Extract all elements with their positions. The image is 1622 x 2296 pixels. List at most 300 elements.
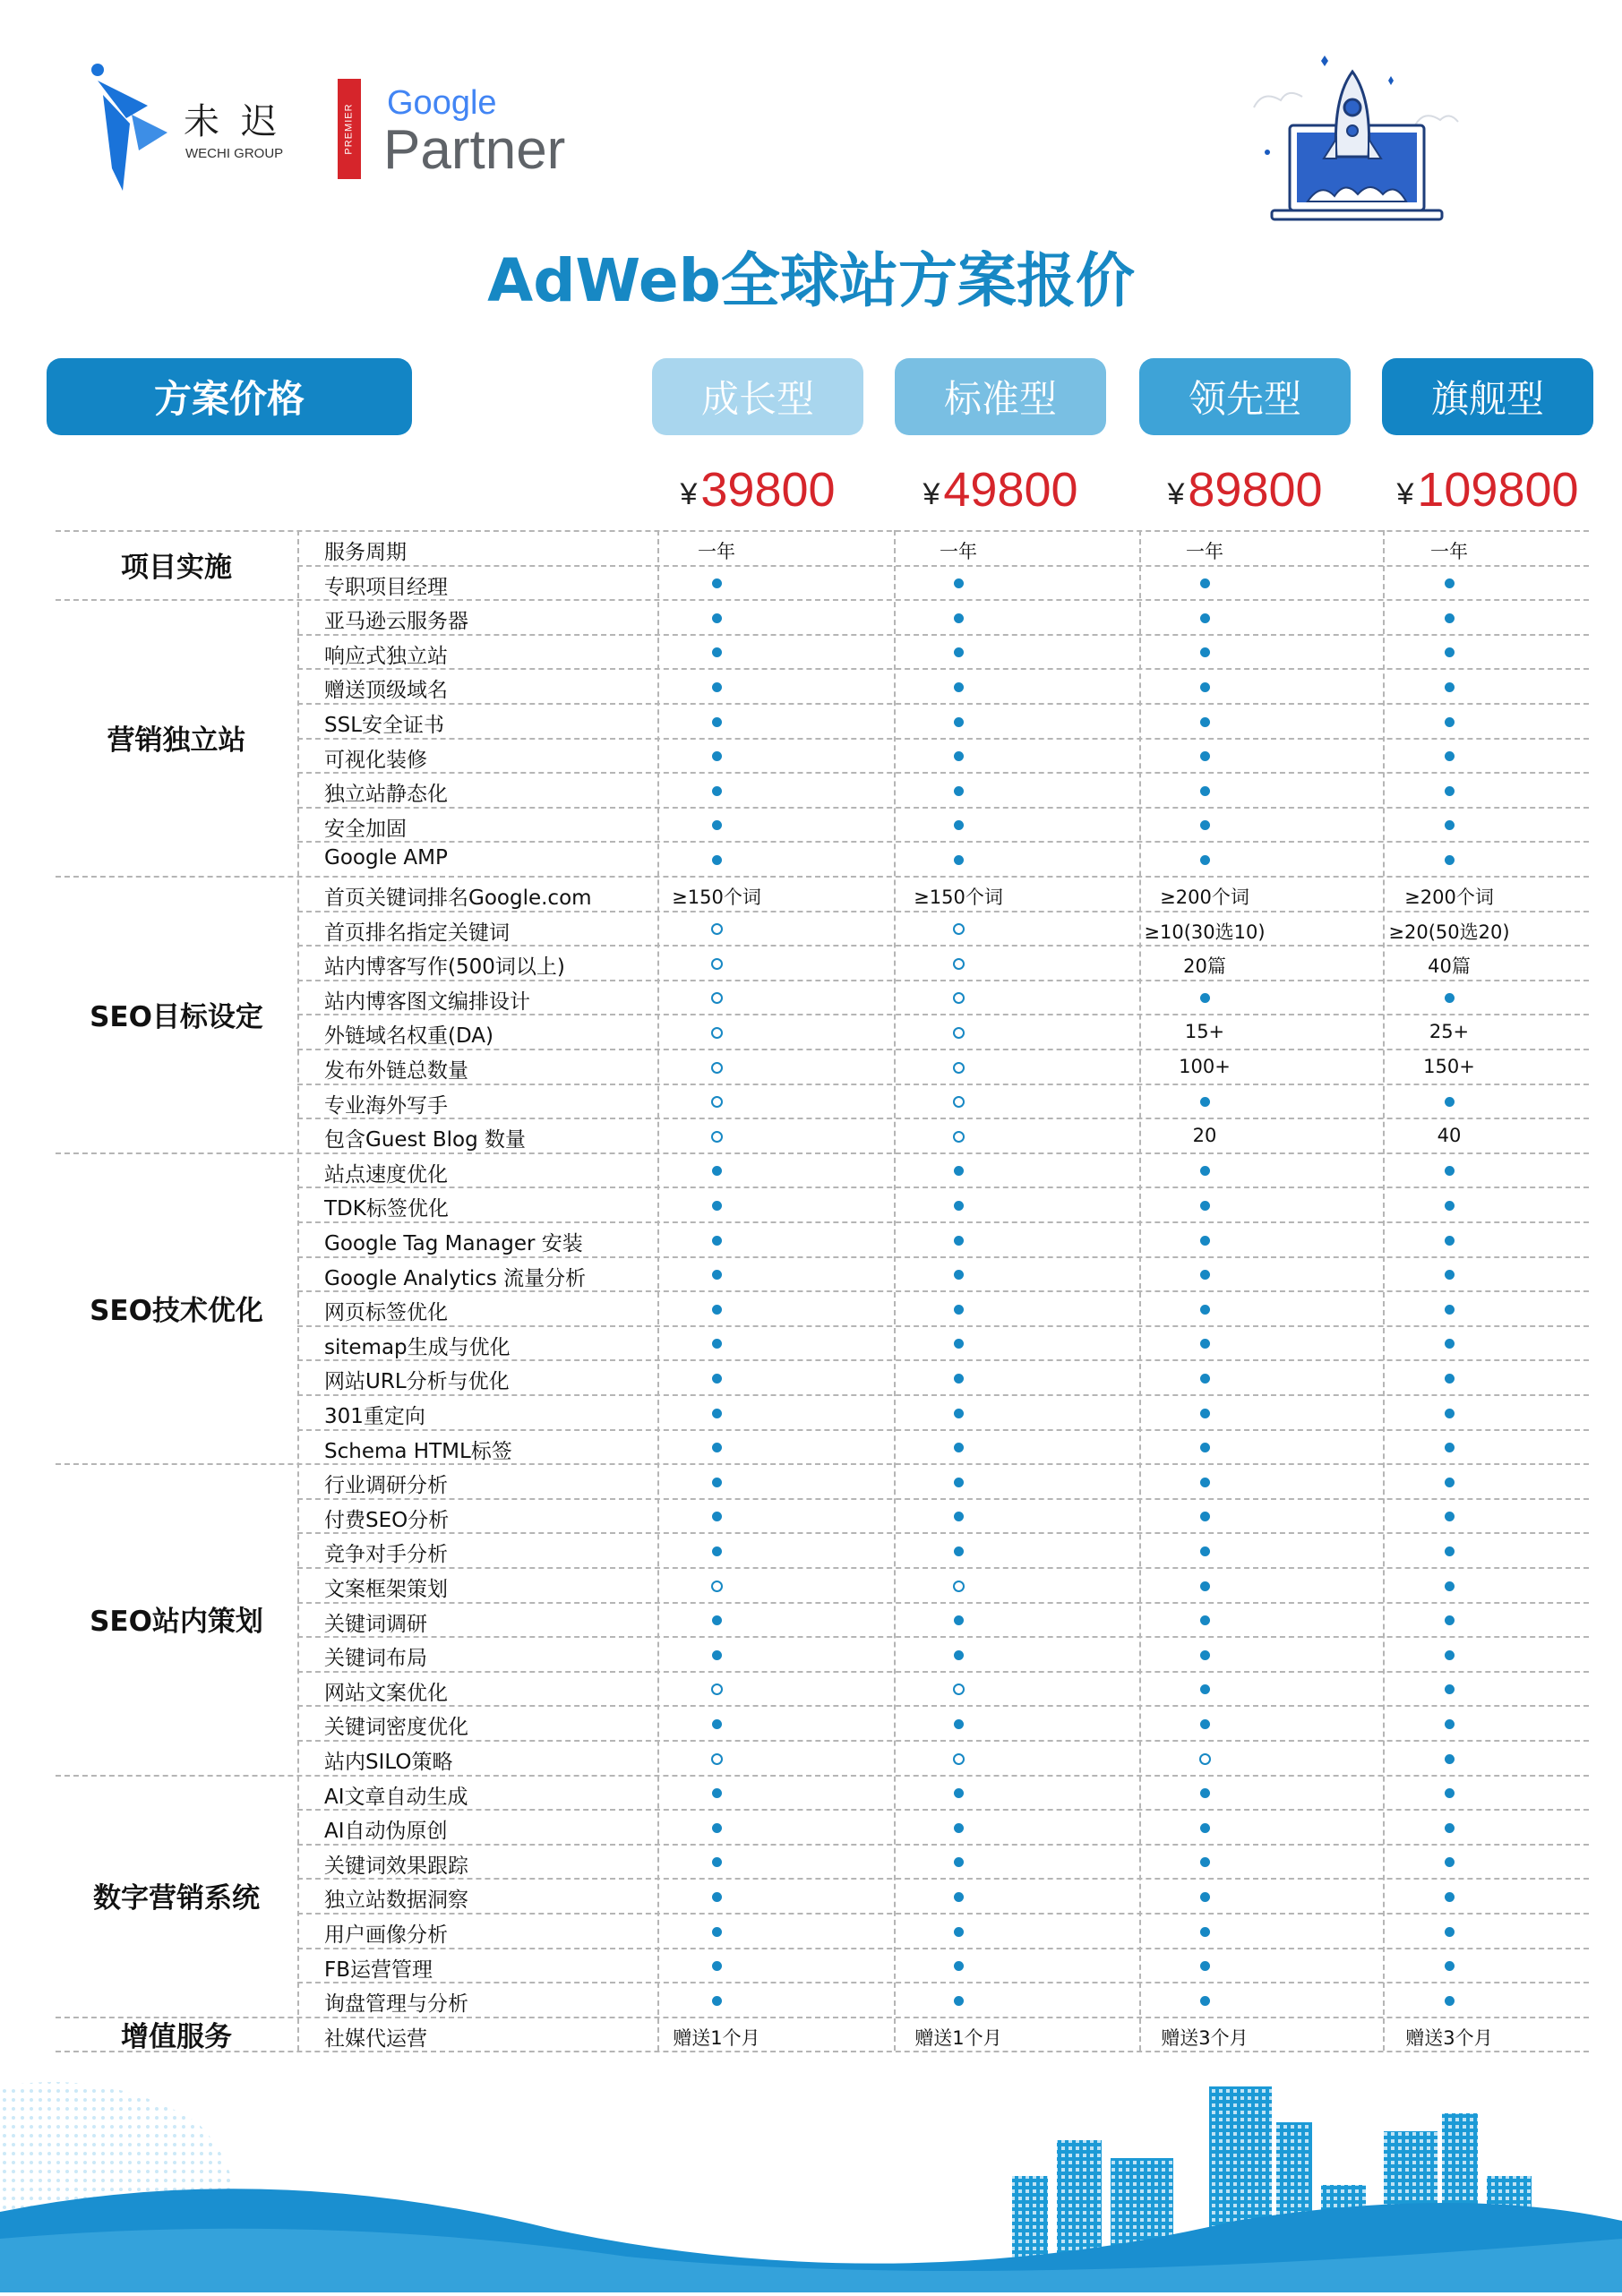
filled-dot-icon [954,1270,964,1280]
filled-dot-icon [954,1927,964,1937]
plan-standard-price [895,455,1106,518]
filled-dot-icon [712,1374,722,1384]
table-divider [297,1256,1589,1258]
filled-dot-icon [1445,1788,1455,1798]
feature-value: 赠送3个月 [1161,2026,1249,2049]
feature-value: 一年 [1186,541,1223,562]
plan-flagship-button[interactable] [1382,358,1593,435]
hollow-dot-icon [953,1096,965,1108]
feature-value: 一年 [1430,541,1468,562]
brand-name-cn: 未迟 [184,101,298,142]
included-dot-icon [1088,1160,1321,1181]
included-dot-icon [842,848,1075,870]
not-included-ring-icon [842,1678,1075,1700]
included-dot-icon [600,1609,833,1631]
table-divider [297,1602,1589,1604]
feature-value: ≥10(30选10) [1144,921,1266,943]
included-dot-icon [1333,1816,1566,1838]
filled-dot-icon [712,1546,722,1556]
included-dot-icon [1333,814,1566,835]
feature-value: 40 [1437,1125,1462,1147]
feature-item-label: 独立站静态化 [324,783,448,807]
filled-dot-icon [1200,1166,1210,1176]
table-divider [297,1014,1589,1015]
included-dot-icon [1088,1264,1321,1285]
premier-badge [338,79,361,179]
included-dot-icon [600,1298,833,1319]
plan-leading-button[interactable] [1139,358,1351,435]
filled-dot-icon [954,1478,964,1487]
hollow-dot-icon [711,958,723,970]
included-dot-icon [1333,1989,1566,2010]
filled-dot-icon [1200,1719,1210,1729]
feature-item-label: 赠送顶级域名 [324,679,448,703]
plan-growth-button[interactable] [652,358,863,435]
filled-dot-icon [1200,717,1210,727]
not-included-ring-icon [842,1021,1075,1042]
included-dot-icon [1088,745,1321,767]
included-dot-icon [1088,1091,1321,1112]
not-included-ring-icon [842,952,1075,973]
included-dot-icon [1333,1539,1566,1561]
filled-dot-icon [1200,1615,1210,1625]
feature-item-label: 竞争对手分析 [324,1543,448,1567]
included-dot-icon [1088,1609,1321,1631]
included-dot-icon [1088,641,1321,663]
included-dot-icon [1333,1955,1566,1976]
filled-dot-icon [1445,613,1455,623]
filled-dot-icon [712,751,722,761]
filled-dot-icon [1445,1166,1455,1176]
included-dot-icon [1333,1782,1566,1803]
filled-dot-icon [1445,717,1455,727]
filled-dot-icon [1200,1581,1210,1591]
included-dot-icon [1333,1712,1566,1734]
hollow-dot-icon [711,1683,723,1695]
feature-item-label: 外链域名权重(DA) [324,1024,493,1049]
filled-dot-icon [1445,1892,1455,1902]
feature-value: 20 [1192,1125,1217,1147]
filled-dot-icon [1445,578,1455,588]
filled-dot-icon [712,1512,722,1521]
google-text: Google [387,84,497,122]
hollow-dot-icon [953,1683,965,1695]
feature-item-label: 301重定向 [324,1405,425,1428]
filled-dot-icon [712,1961,722,1971]
feature-item-label: 关键词效果跟踪 [324,1854,468,1878]
included-dot-icon [1088,814,1321,835]
feature-item-label: AI自动伪原创 [324,1820,448,1844]
filled-dot-icon [1445,1512,1455,1521]
hollow-dot-icon [711,1753,723,1765]
filled-dot-icon [954,682,964,692]
category-label: 项目实施 [121,552,232,585]
included-dot-icon [842,1851,1075,1872]
plan-growth-label: 成长型 [700,377,814,421]
filled-dot-icon [1200,647,1210,657]
hollow-dot-icon [953,923,965,935]
table-divider [297,841,1589,843]
filled-dot-icon [1445,1546,1455,1556]
feature-item-label: 用户画像分析 [324,1923,448,1947]
hollow-dot-icon [953,1062,965,1074]
not-included-ring-icon [842,1747,1075,1769]
feature-item-label: 询盘管理与分析 [324,1992,468,2017]
included-dot-icon [1333,1643,1566,1665]
wechi-logo-icon [85,61,175,195]
filled-dot-icon [712,1788,722,1798]
price-value: 109800 [1417,463,1579,517]
filled-dot-icon [1445,1581,1455,1591]
included-dot-icon [600,675,833,697]
included-dot-icon [600,1782,833,1803]
footer-skyline-illustration [0,2060,1622,2292]
not-included-ring-icon [600,987,833,1008]
filled-dot-icon [712,820,722,830]
hollow-dot-icon [953,992,965,1004]
filled-dot-icon [1445,1409,1455,1418]
included-dot-icon [842,1332,1075,1354]
included-dot-icon [1088,1505,1321,1527]
included-dot-icon [1333,1920,1566,1941]
table-divider [297,1359,1589,1361]
included-dot-icon [1088,1851,1321,1872]
filled-dot-icon [1200,1097,1210,1107]
filled-dot-icon [712,1892,722,1902]
not-included-ring-icon [600,1747,833,1769]
filled-dot-icon [1200,1892,1210,1902]
included-dot-icon [842,1920,1075,1941]
feature-value: 25+ [1429,1021,1470,1043]
included-dot-icon [842,1194,1075,1215]
included-dot-icon [842,779,1075,801]
included-dot-icon [842,1609,1075,1631]
included-dot-icon [600,779,833,801]
included-dot-icon [600,1885,833,1906]
table-divider [297,1671,1589,1673]
table-divider [297,1567,1589,1569]
filled-dot-icon [1200,1305,1210,1315]
table-divider [297,738,1589,740]
not-included-ring-icon [842,1056,1075,1077]
included-dot-icon [1088,1298,1321,1319]
included-dot-icon [1333,1229,1566,1250]
table-divider [297,1187,1589,1188]
category-label: 营销独立站 [107,724,246,758]
filled-dot-icon [954,1546,964,1556]
included-dot-icon [1333,606,1566,628]
filled-dot-icon [954,786,964,796]
filled-dot-icon [1200,1996,1210,2006]
included-dot-icon [600,710,833,732]
filled-dot-icon [712,647,722,657]
feature-item-label: FB运营管理 [324,1958,433,1982]
feature-value: 赠送3个月 [1405,2026,1493,2049]
category-label: SEO目标设定 [90,1000,263,1033]
page-title: AdWeb全球站方案报价 [487,246,1135,315]
table-divider [297,772,1589,774]
filled-dot-icon [1445,1339,1455,1349]
filled-dot-icon [1445,1684,1455,1694]
included-dot-icon [1333,1160,1566,1181]
filled-dot-icon [954,1823,964,1833]
filled-dot-icon [954,1857,964,1867]
feature-item-label: 关键词布局 [324,1647,427,1671]
included-dot-icon [842,1955,1075,1976]
feature-item-label: 专职项目经理 [324,575,448,599]
filled-dot-icon [1445,1201,1455,1211]
hollow-dot-icon [711,1062,723,1074]
filled-dot-icon [1200,613,1210,623]
plan-standard-button[interactable] [895,358,1106,435]
included-dot-icon [1088,1574,1321,1596]
feature-value: ≥20(50选20) [1388,921,1510,943]
feature-item-label: 可视化装修 [324,748,427,772]
currency-symbol: ¥ [680,477,698,511]
filled-dot-icon [712,1270,722,1280]
included-dot-icon [600,1712,833,1734]
table-divider [297,980,1589,981]
included-dot-icon [600,1366,833,1388]
included-dot-icon [1333,987,1566,1008]
included-dot-icon [842,1366,1075,1388]
filled-dot-icon [1200,993,1210,1003]
included-dot-icon [1088,1436,1321,1458]
included-dot-icon [842,710,1075,732]
filled-dot-icon [1200,1374,1210,1384]
hollow-dot-icon [711,992,723,1004]
filled-dot-icon [1200,1409,1210,1418]
included-dot-icon [600,848,833,870]
included-dot-icon [842,572,1075,594]
hollow-dot-icon [711,1096,723,1108]
included-dot-icon [1333,848,1566,870]
filled-dot-icon [1445,786,1455,796]
included-dot-icon [1333,1436,1566,1458]
feature-value: 赠送1个月 [914,2026,1002,2049]
table-divider [297,1982,1589,1983]
included-dot-icon [1333,572,1566,594]
feature-item-label: 站点速度优化 [324,1162,448,1187]
hollow-dot-icon [953,958,965,970]
included-dot-icon [1088,1366,1321,1388]
hollow-dot-icon [711,923,723,935]
included-dot-icon [1088,1678,1321,1700]
included-dot-icon [1333,1505,1566,1527]
included-dot-icon [842,1436,1075,1458]
included-dot-icon [842,606,1075,628]
filled-dot-icon [1445,647,1455,657]
category-label: 数字营销系统 [93,1882,260,1915]
feature-item-label: Schema HTML标签 [324,1439,512,1463]
included-dot-icon [1333,779,1566,801]
filled-dot-icon [1200,1650,1210,1660]
feature-comparison-table [56,530,1589,2052]
included-dot-icon [600,1264,833,1285]
brand-name-en: WECHI GROUP [185,146,284,161]
feature-item-label: 站内博客写作(500词以上) [324,955,565,980]
filled-dot-icon [954,1409,964,1418]
included-dot-icon [1333,745,1566,767]
feature-item-label: 站内博客图文编排设计 [324,990,530,1014]
feature-item-label: 关键词调研 [324,1612,427,1636]
filled-dot-icon [1200,820,1210,830]
feature-item-label: 首页关键词排名Google.com [324,887,592,910]
included-dot-icon [1333,1366,1566,1388]
table-divider [297,1118,1589,1119]
filled-dot-icon [954,1339,964,1349]
currency-symbol: ¥ [923,477,940,511]
included-dot-icon [1088,848,1321,870]
filled-dot-icon [1200,1236,1210,1246]
feature-value: ≥150个词 [914,887,1003,908]
filled-dot-icon [954,1236,964,1246]
not-included-ring-icon [600,1125,833,1146]
plan-flagship-label: 旗舰型 [1430,377,1544,421]
not-included-ring-icon [600,952,833,973]
feature-value: ≥200个词 [1404,887,1494,908]
filled-dot-icon [712,578,722,588]
feature-item-label: 独立站数据洞察 [324,1889,468,1913]
included-dot-icon [842,1401,1075,1423]
feature-item-label: 服务周期 [324,541,407,564]
feature-value: ≥150个词 [672,887,761,908]
included-dot-icon [1088,987,1321,1008]
feature-item-label: 发布外链总数量 [324,1059,468,1083]
filled-dot-icon [1200,1546,1210,1556]
included-dot-icon [600,814,833,835]
rocket-icon [1236,54,1469,224]
table-divider [297,668,1589,670]
feature-value: 20篇 [1183,955,1226,978]
included-dot-icon [1088,1643,1321,1665]
included-dot-icon [600,1851,833,1872]
premier-label: PREMIER [344,103,355,155]
feature-value: 一年 [940,541,977,562]
not-included-ring-icon [600,1056,833,1077]
included-dot-icon [842,1160,1075,1181]
feature-item-label: 网站文案优化 [324,1681,448,1705]
price-value: 89800 [1188,463,1323,517]
hollow-dot-icon [711,1131,723,1143]
filled-dot-icon [712,1719,722,1729]
filled-dot-icon [1445,1927,1455,1937]
filled-dot-icon [1445,1478,1455,1487]
filled-dot-icon [712,1478,722,1487]
filled-dot-icon [954,1305,964,1315]
included-dot-icon [1333,1298,1566,1319]
filled-dot-icon [712,1305,722,1315]
table-divider [297,703,1589,705]
not-included-ring-icon [600,1574,833,1596]
feature-value: ≥200个词 [1160,887,1249,908]
feature-value: 150+ [1423,1056,1475,1077]
feature-item-label: 安全加固 [324,817,407,841]
included-dot-icon [1088,675,1321,697]
filled-dot-icon [954,820,964,830]
filled-dot-icon [712,1339,722,1349]
feature-item-label: 文案框架策划 [324,1578,448,1601]
included-dot-icon [1088,1194,1321,1215]
filled-dot-icon [1445,993,1455,1003]
filled-dot-icon [954,1650,964,1660]
table-divider [297,634,1589,636]
table-divider [297,1740,1589,1742]
feature-value: 40篇 [1428,955,1471,978]
not-included-ring-icon [600,1091,833,1112]
included-dot-icon [842,1712,1075,1734]
included-dot-icon [600,606,833,628]
included-dot-icon [1333,1574,1566,1596]
included-dot-icon [600,1989,833,2010]
filled-dot-icon [954,1719,964,1729]
filled-dot-icon [1445,855,1455,865]
table-divider [297,1498,1589,1500]
included-dot-icon [842,1298,1075,1319]
filled-dot-icon [1445,1270,1455,1280]
filled-dot-icon [712,1236,722,1246]
hollow-dot-icon [953,1753,965,1765]
filled-dot-icon [1200,786,1210,796]
feature-item-label: sitemap生成与优化 [324,1335,511,1359]
google-wordmark [387,84,497,123]
included-dot-icon [600,572,833,594]
included-dot-icon [1333,1401,1566,1423]
filled-dot-icon [1200,1684,1210,1694]
included-dot-icon [600,1436,833,1458]
wechi-logo [85,61,175,195]
filled-dot-icon [1445,1719,1455,1729]
included-dot-icon [842,1643,1075,1665]
not-included-ring-icon [842,1125,1075,1146]
partner-wordmark: Partner [383,119,566,181]
table-divider [297,1290,1589,1292]
feature-item-label: AI文章自动生成 [324,1785,468,1809]
filled-dot-icon [954,1788,964,1798]
filled-dot-icon [712,1443,722,1452]
not-included-ring-icon [842,1091,1075,1112]
included-dot-icon [1088,1920,1321,1941]
included-dot-icon [842,1885,1075,1906]
included-dot-icon [842,1816,1075,1838]
included-dot-icon [1333,1609,1566,1631]
currency-symbol: ¥ [1396,477,1414,511]
filled-dot-icon [1445,1443,1455,1452]
hollow-dot-icon [953,1581,965,1592]
not-included-ring-icon [842,1574,1075,1596]
filled-dot-icon [954,1166,964,1176]
included-dot-icon [1333,1885,1566,1906]
filled-dot-icon [1445,1961,1455,1971]
filled-dot-icon [954,1892,964,1902]
included-dot-icon [1088,710,1321,732]
filled-dot-icon [954,613,964,623]
filled-dot-icon [954,578,964,588]
feature-item-label: Google Tag Manager 安装 [324,1232,583,1255]
table-divider [297,1394,1589,1396]
filled-dot-icon [1200,1201,1210,1211]
filled-dot-icon [1445,751,1455,761]
included-dot-icon [1333,1091,1566,1112]
included-dot-icon [1333,710,1566,732]
table-divider [297,1325,1589,1327]
included-dot-icon [1088,1712,1321,1734]
not-included-ring-icon [600,1678,833,1700]
included-dot-icon [842,641,1075,663]
feature-item-label: 站内SILO策略 [324,1751,453,1774]
included-dot-icon [842,1989,1075,2010]
filled-dot-icon [712,1201,722,1211]
